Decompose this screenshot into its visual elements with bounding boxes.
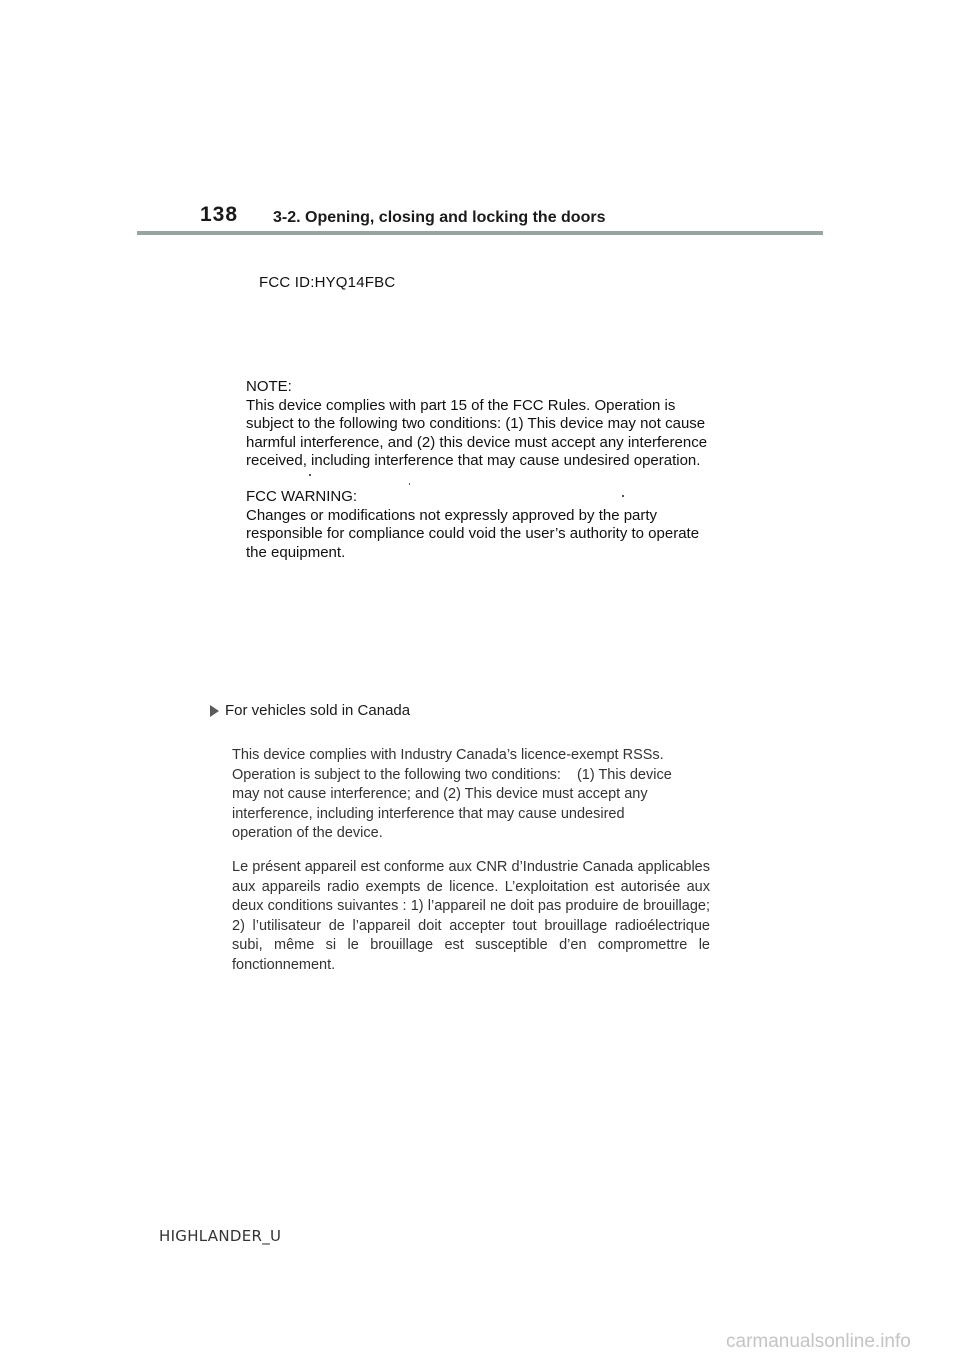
canada-french-notice: Le présent appareil est conforme aux CNR d’Industrie Canada applicables aux appareils radio exempts de licence. L’exploitation est autorisée aux deux conditions suivantes : 1) l’appareil ne doit pas produire de brouillage; 2) l’utilisateur de l’appareil doit accepter tout brouillage radioélectrique subi, même si le brouillage est susceptible d’en compromettre le fonctionnement. xyxy=(232,859,710,973)
english-line: This device complies with Industry Canada’s licence-exempt RSSs. xyxy=(232,747,664,763)
fcc-id: FCC ID:HYQ14FBC xyxy=(259,274,396,291)
watermark: carmanualsonline.info xyxy=(726,1331,911,1352)
note-line: harmful interference, and (2) this device must accept any interference xyxy=(246,433,708,451)
header-divider xyxy=(137,231,823,235)
english-line: operation of the device. xyxy=(232,825,383,841)
footer-model-code: HIGHLANDER_U xyxy=(159,1227,282,1245)
warning-heading: FCC WARNING: xyxy=(246,488,358,505)
warning-line: Changes or modifications not expressly approved by the party xyxy=(246,506,658,524)
english-line: Operation is subject to the following two conditions: (1) This device xyxy=(232,766,672,783)
canada-heading xyxy=(210,702,410,719)
triangle-bullet-icon xyxy=(210,705,219,717)
note-heading: NOTE: xyxy=(246,378,292,395)
english-line: interference, including interference that may cause undesired xyxy=(232,805,625,822)
english-line: may not cause interference; and (2) This device must accept any xyxy=(232,786,648,802)
scan-speck xyxy=(309,474,311,476)
fcc-note xyxy=(246,378,726,471)
page-number: 138 xyxy=(200,203,239,226)
warning-line: the equipment. xyxy=(246,543,346,561)
section-title: 3-2. Opening, closing and locking the doors xyxy=(273,209,606,226)
page-header xyxy=(0,200,960,240)
note-line: This device complies with part 15 of the FCC Rules. Operation is xyxy=(246,396,676,414)
canada-english-notice xyxy=(232,746,710,844)
fcc-label-image xyxy=(246,270,726,580)
scan-speck xyxy=(409,483,410,485)
canada-heading-text: For vehicles sold in Canada xyxy=(225,702,411,719)
fcc-warning xyxy=(246,488,726,562)
note-line: received, including interference that may cause undesired operation. xyxy=(246,452,701,469)
warning-line: responsible for compliance could void the user’s authority to operate xyxy=(246,525,700,542)
note-line: subject to the following two conditions: (1) This device may not cause xyxy=(246,415,706,432)
